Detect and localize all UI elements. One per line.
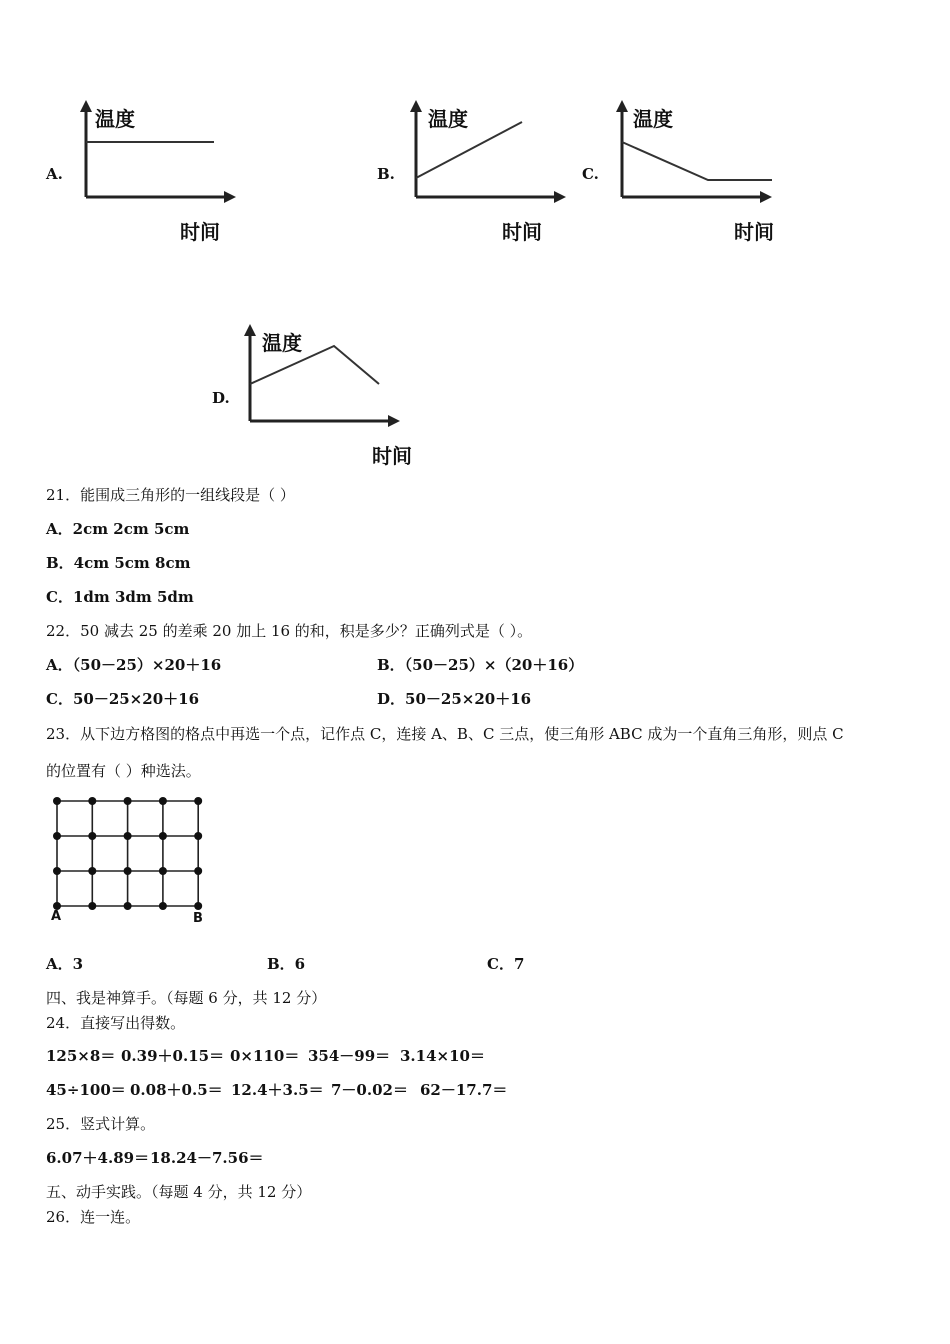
q24-item: 125×8＝ (46, 1047, 116, 1065)
q24-item: 7－0.02＝ (331, 1081, 408, 1099)
graph-d-ylabel: 温度 (262, 331, 302, 355)
q24-stem: 24．直接写出得数。 (46, 1014, 186, 1032)
q22-option-d: D．50－25×20＋16 (377, 690, 532, 708)
q22-option-c: C．50－25×20＋16 (46, 690, 200, 708)
q24-item: 0.08＋0.5＝ (130, 1081, 223, 1099)
graph-b-letter: B. (377, 165, 395, 183)
grid-label-b: B (193, 911, 203, 926)
q24-item: 62－17.7＝ (420, 1081, 508, 1099)
q24-item: 0.39＋0.15＝ (121, 1047, 225, 1065)
q21-stem: 21．能围成三角形的一组线段是（ ） (46, 486, 295, 504)
graph-d-xlabel: 时间 (372, 444, 412, 468)
graph-c-xlabel: 时间 (734, 220, 774, 244)
grid-point (159, 797, 167, 805)
graph-a-letter: A. (46, 165, 63, 183)
q22-option-b: B．（50－25）×（20＋16） (377, 656, 584, 674)
q23-stem-line2: 的位置有（ ）种选法。 (46, 762, 201, 780)
graph-a-xlabel: 时间 (180, 220, 220, 244)
graph-d-x-arrow (388, 415, 400, 427)
q23-option-b: B．6 (267, 955, 306, 973)
q21-option-b: B．4cm 5cm 8cm (46, 554, 191, 572)
q25-item: 18.24－7.56＝ (150, 1149, 264, 1167)
q26-stem: 26．连一连。 (46, 1208, 141, 1226)
graph-c-ylabel: 温度 (633, 107, 673, 131)
graph-a-x-arrow (224, 191, 236, 203)
q21-option-a: A．2cm 2cm 5cm (46, 520, 190, 538)
graph-b-xlabel: 时间 (502, 220, 542, 244)
q21-option-c: C．1dm 3dm 5dm (46, 588, 194, 606)
graph-b-x-arrow (554, 191, 566, 203)
grid-point (159, 902, 167, 910)
grid-point (124, 867, 132, 875)
q23-option-a: A．3 (46, 955, 84, 973)
q24-item: 0×110＝ (230, 1047, 300, 1065)
graph-b (400, 100, 580, 200)
graph-d-letter: D. (212, 389, 230, 407)
grid-point (194, 832, 202, 840)
graph-a-y-arrow (80, 100, 92, 112)
graph-b-y-arrow (410, 100, 422, 112)
q22-stem: 22．50 减去 25 的差乘 20 加上 16 的和，积是多少？正确列式是（ ）。 (46, 622, 533, 640)
grid-point (124, 797, 132, 805)
grid-point (88, 832, 96, 840)
section4-title: 四、我是神算手。（每题 6 分，共 12 分） (46, 989, 327, 1007)
grid-point (194, 797, 202, 805)
q24-item: 3.14×10＝ (400, 1047, 485, 1065)
grid-point (159, 832, 167, 840)
dot-grid (40, 790, 220, 930)
graph-d-y-arrow (244, 324, 256, 336)
grid-point (124, 902, 132, 910)
grid-point (124, 832, 132, 840)
section5-title: 五、动手实践。（每题 4 分，共 12 分） (46, 1183, 312, 1201)
graph-a-ylabel: 温度 (95, 107, 135, 131)
graph-c-letter: C. (582, 165, 599, 183)
graph-c-y-arrow (616, 100, 628, 112)
q25-stem: 25．竖式计算。 (46, 1115, 156, 1133)
q24-item: 45÷100＝ (46, 1081, 126, 1099)
grid-point (88, 902, 96, 910)
grid-label-a: A (51, 909, 62, 924)
q23-stem-line1: 23．从下边方格图的格点中再选一个点，记作点 C，连接 A、B、C 三点，使三角形 ABC 成为一个直角三角形，则点 C (46, 725, 844, 743)
graph-c-x-arrow (760, 191, 772, 203)
graph-d (234, 324, 414, 424)
q24-item: 12.4＋3.5＝ (231, 1081, 324, 1099)
grid-point (194, 902, 202, 910)
grid-point (53, 832, 61, 840)
grid-point (88, 797, 96, 805)
q25-item: 6.07＋4.89＝ (46, 1149, 150, 1167)
grid-point (53, 867, 61, 875)
graph-b-ylabel: 温度 (428, 107, 468, 131)
grid-point (159, 867, 167, 875)
q24-item: 354－99＝ (308, 1047, 391, 1065)
grid-point (53, 797, 61, 805)
q22-option-a: A．（50－25）×20＋16 (46, 656, 222, 674)
q23-option-c: C．7 (487, 955, 525, 973)
grid-point (194, 867, 202, 875)
grid-point (88, 867, 96, 875)
graph-c-curve (622, 142, 772, 180)
